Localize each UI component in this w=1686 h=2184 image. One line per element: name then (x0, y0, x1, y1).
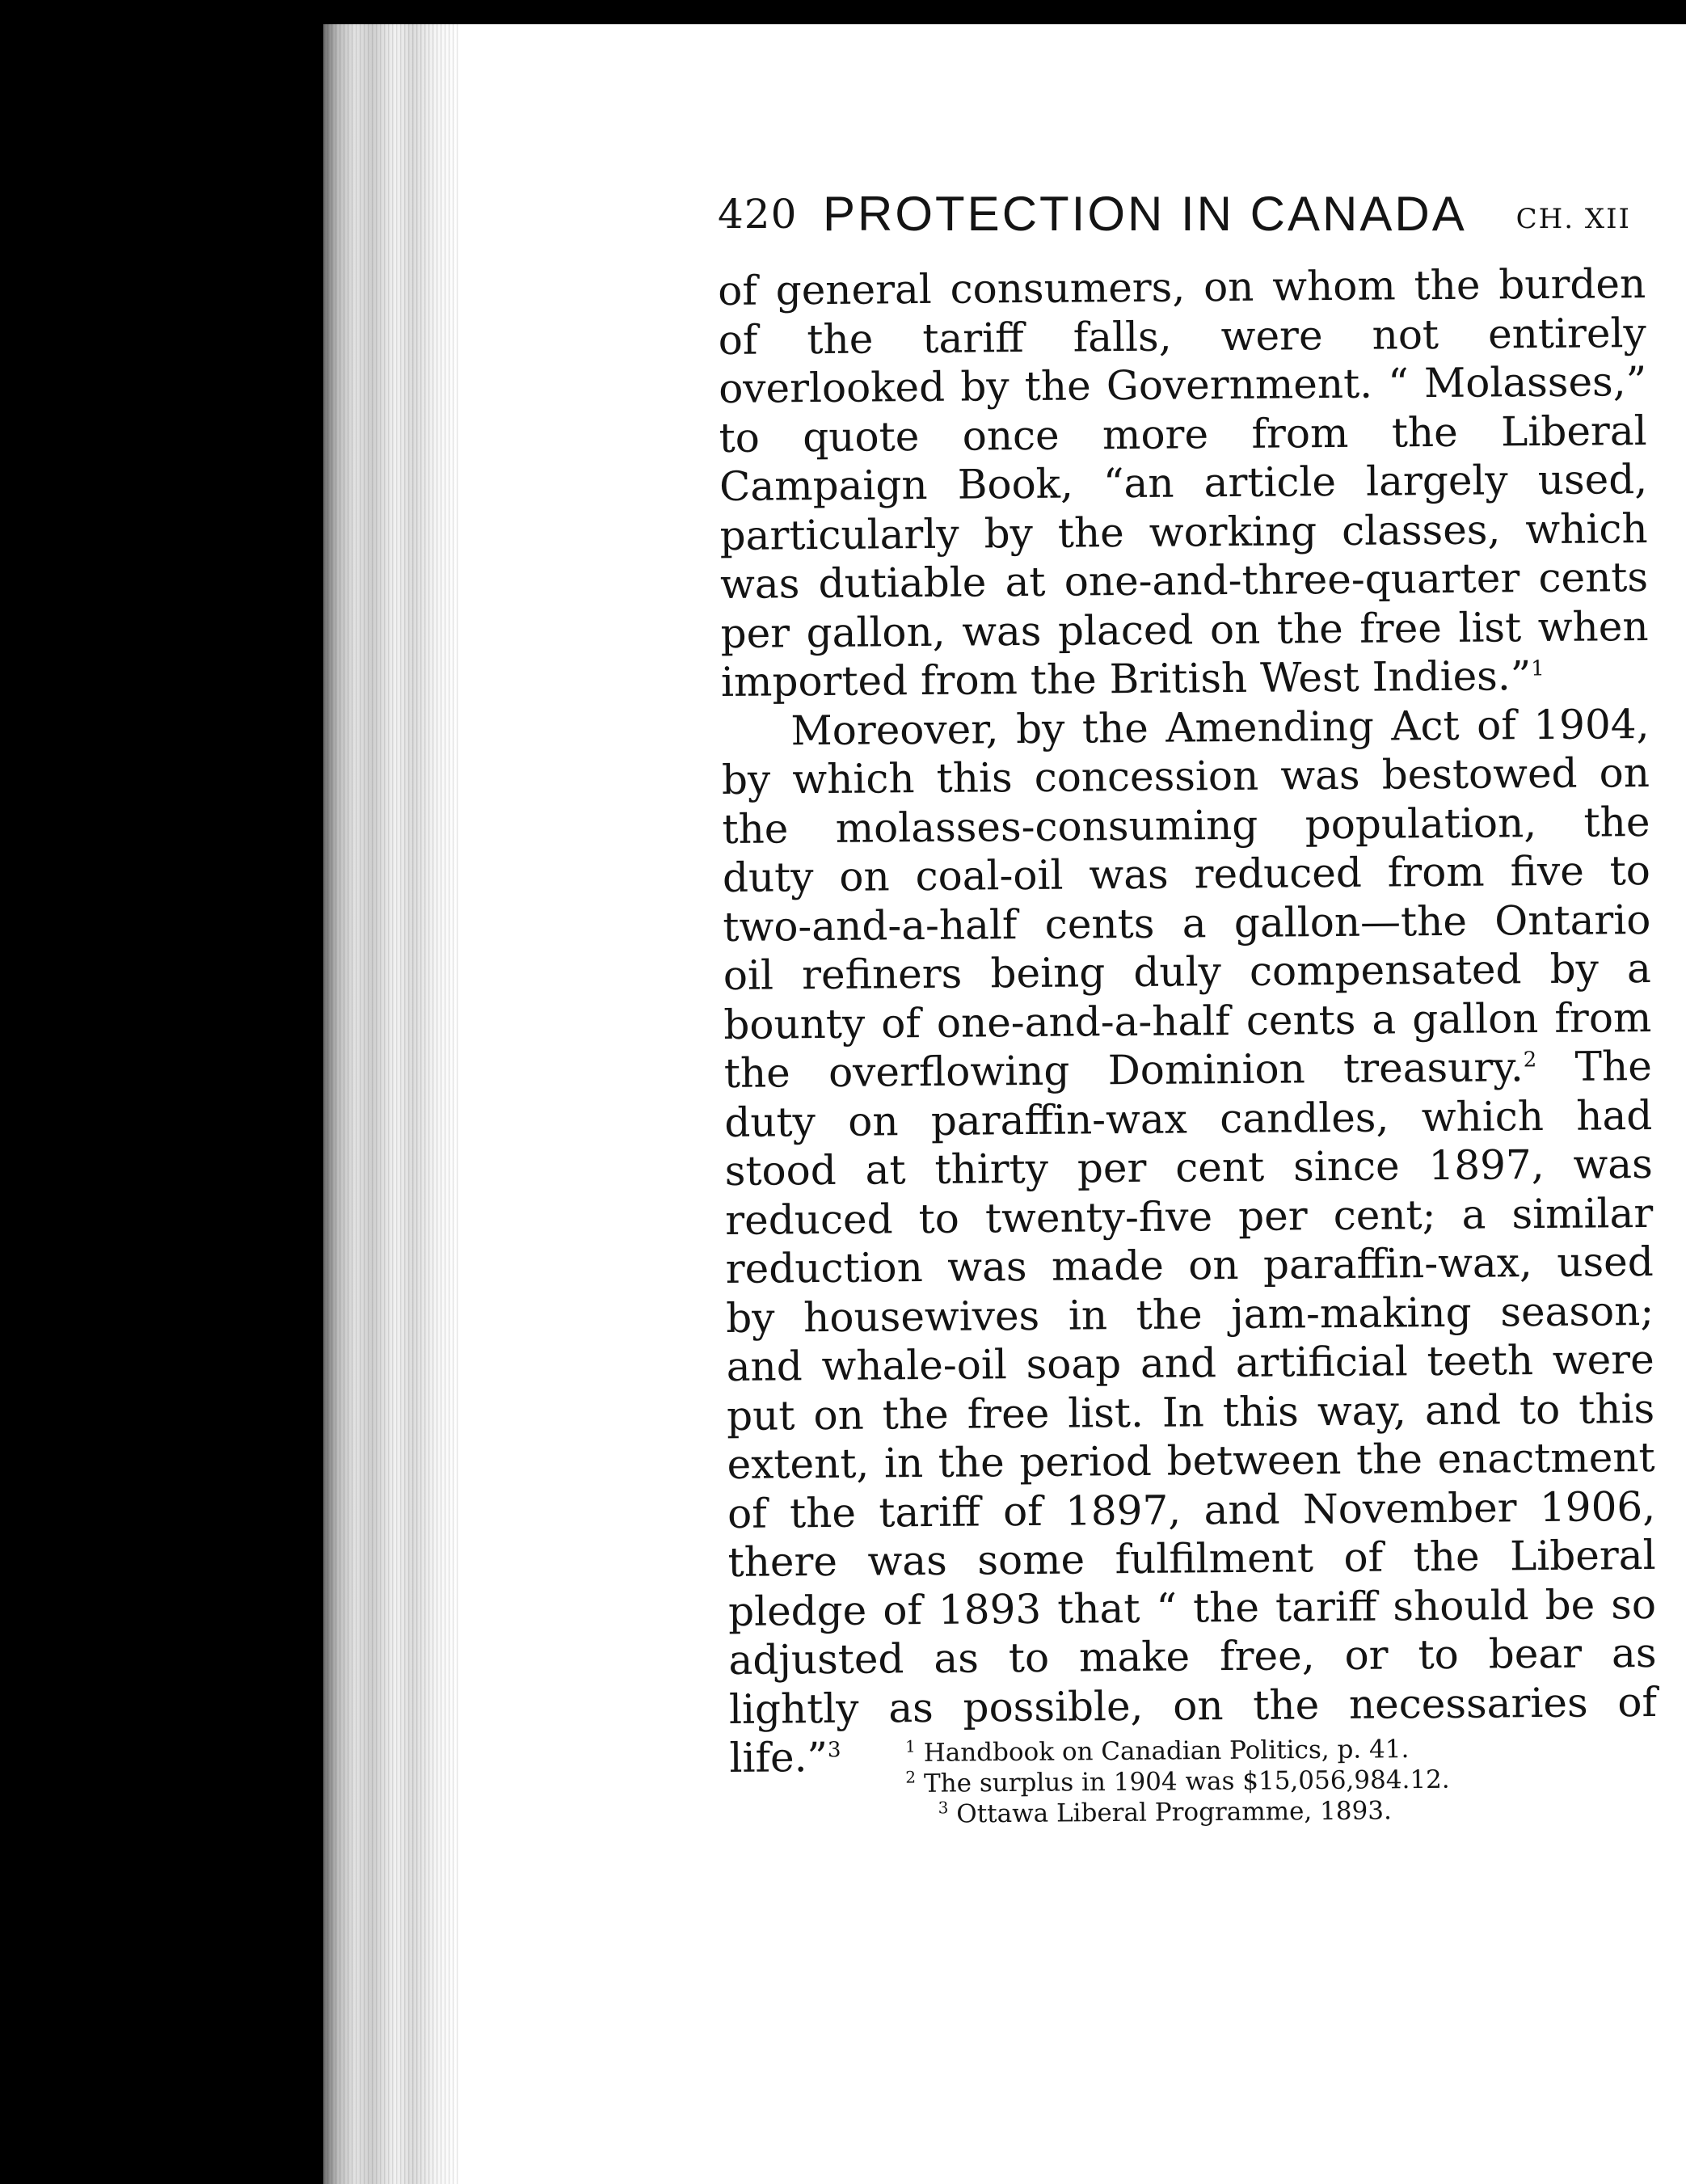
footnote-mark: 1 (904, 1736, 916, 1756)
paragraph-2-text-b: The duty on paraffin-wax candles, which had stood at thirty per cent since 1897, was reduced to twenty-five per cent; a similar reduction was made on paraffin-wax, used by housewives in the jam-making season; and whale-oil soap and artificial teeth were put on the free list. In this way, and to this extent, in the period between the enactment of the tariff of 1897, and November 1906, there was some fulfilment of the Liberal pledge of 1893 that “ the tariff should be so adjusted as to make free, or to bear as lightly as possible, on the necessaries of life.” (724, 1042, 1658, 1781)
footnote-ref-2: 2 (1523, 1048, 1537, 1073)
footnote-mark: 2 (905, 1767, 917, 1787)
paragraph-1-text: of general consumers, on whom the burden of the tariff falls, were not entirely overlooked by the Government. “ Molasses,” to quote once more from the Liberal Campaign Book, “an article largely used, particularly by the working classes, which was dutiable at one-and-three-quarter cents per gallon, was placed on the free list when imported from the British West Indies.” (718, 259, 1649, 706)
footnote-ref-1: 1 (1531, 656, 1545, 681)
footnotes (905, 1732, 1633, 1830)
footnote (906, 1794, 1633, 1830)
paragraph-continuation (718, 259, 1649, 706)
page-number: 420 (718, 191, 798, 238)
footnote-ref-3: 3 (827, 1738, 841, 1763)
running-header (718, 184, 1631, 244)
body-text (718, 259, 1658, 1782)
chapter-label: CH. XII (1515, 203, 1631, 235)
footnote-text: The surplus in 1904 was $15,056,984.12. (923, 1764, 1450, 1798)
paragraph-2-text-a: Moreover, by the Amending Act of 1904, by which this concession was bestowed on the molasses-consuming population, the duty on coal-oil was reduced from five to two-and-a-half cents a gallon—the Ontario oil refiners being duly compensated by a bounty of one-and-a-half cents a gallon from the overflowing Dominion treasury. (721, 700, 1652, 1097)
footnote-text: Ottawa Liberal Programme, 1893. (956, 1796, 1392, 1829)
paragraph-moreover (721, 699, 1657, 1782)
footnote-mark: 3 (938, 1798, 949, 1818)
footnote-text: Handbook on Canadian Politics, p. 41. (923, 1735, 1410, 1768)
page-edges (323, 24, 461, 2184)
running-title: PROTECTION IN CANADA (823, 187, 1467, 241)
